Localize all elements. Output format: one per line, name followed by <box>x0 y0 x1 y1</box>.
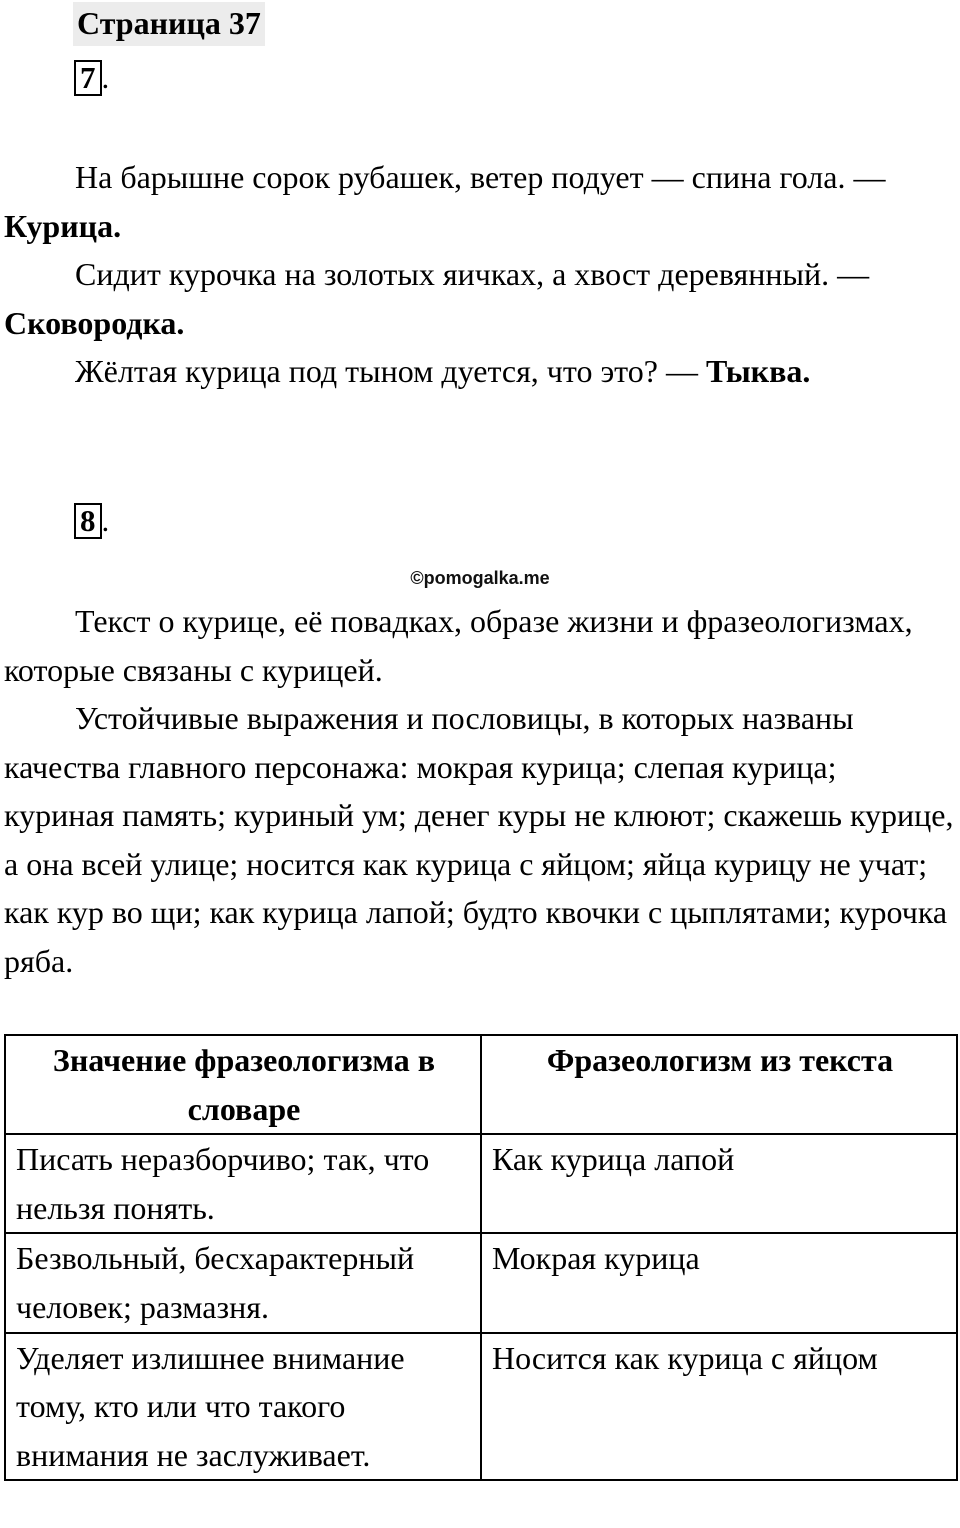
table-cell-meaning: Безвольный, бесхарактерный человек; размазня. <box>5 1233 481 1332</box>
riddle-1-question: На барышне сорок рубашек, ветер подует — спина гола. — <box>75 159 886 195</box>
riddle-3-answer: Тыква. <box>705 353 811 389</box>
task-number-7-box: 7 <box>74 60 102 96</box>
riddle-2-answer: Сковородка. <box>4 304 185 341</box>
phraseology-table <box>4 1034 958 1481</box>
table-row <box>5 1333 957 1481</box>
table-cell-phrase: Мокрая курица <box>481 1233 957 1332</box>
riddle-2-question: Сидит курочка на золотых яичках, а хвост деревянный. — <box>75 256 870 292</box>
table-header-meaning: Значение фразеологизма в словаре <box>5 1035 481 1134</box>
table-cell-phrase: Носится как курица с яйцом <box>481 1333 957 1481</box>
riddle-3-question: Жёлтая курица под тыном дуется, что это? — <box>75 353 706 389</box>
task-number-8-box: 8 <box>74 503 102 539</box>
riddle-2 <box>4 250 954 347</box>
task8-paragraph-2: Устойчивые выражения и пословицы, в которых названы качества главного персонажа: мокрая курица; слепая курица; куриная память; куриный ум; денег куры не клюют; скажешь курице, а она всей улице; носится как курица с яйцом; яйца курицу не учат; как кур во щи; как курица лапой; будто квочки с цыплятами; курочка ряба. <box>4 700 954 979</box>
watermark: ©pomogalka.me <box>410 568 550 588</box>
task8-paragraph-1: Текст о курице, её повадках, образе жизни и фразеологизмах, которые связаны с курицей. <box>4 603 913 688</box>
table-header-row <box>5 1035 957 1134</box>
riddle-1 <box>4 153 954 250</box>
task-number-8: 8 . <box>74 503 109 539</box>
table-cell-meaning: Писать неразборчиво; так, что нельзя понять. <box>5 1134 481 1233</box>
table-row <box>5 1134 957 1233</box>
page-heading: Страница 37 <box>73 2 265 46</box>
table-cell-phrase: Как курица лапой <box>481 1134 957 1233</box>
riddle-3 <box>4 347 954 396</box>
riddle-1-answer: Курица. <box>4 207 122 244</box>
task-number-7: 7 . <box>74 60 109 96</box>
table-row <box>5 1233 957 1332</box>
table-header-phrase: Фразеологизм из текста <box>481 1035 957 1134</box>
table-cell-meaning: Уделяет излишнее внимание тому, кто или что такого внимания не заслуживает. <box>5 1333 481 1481</box>
